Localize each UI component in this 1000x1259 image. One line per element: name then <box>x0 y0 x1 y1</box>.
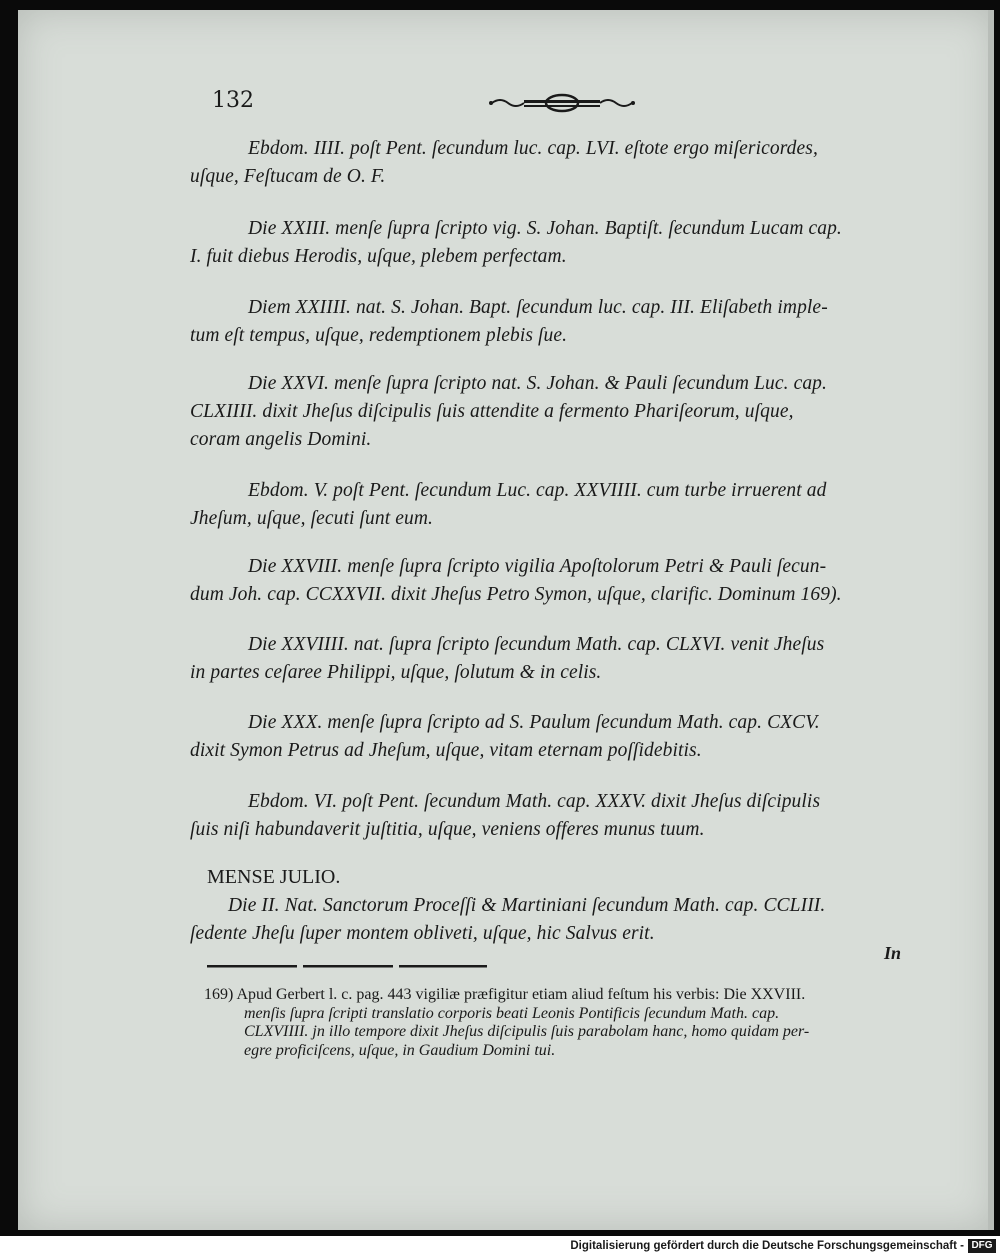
entry-line: Die XXVIII. menſe ſupra ſcripto vigilia Apoſtolorum Petri & Pauli ſecun- <box>248 556 827 577</box>
entry-line: coram angelis Domini. <box>190 429 372 450</box>
dfg-logo: DFG <box>968 1239 996 1253</box>
calendar-entry <box>190 477 930 533</box>
ornament-icon <box>488 92 636 114</box>
entry-line: ſuis niſi habundaverit juſtitia, uſque, veniens offeres munus tuum. <box>190 819 705 840</box>
footnote-line: CLXVIIII. jn illo tempore dixit Jheſus diſcipulis ſuis parabolam hanc, homo quidam per- <box>244 1023 810 1040</box>
page-edge <box>988 10 994 1230</box>
entry-line: CLXIIII. dixit Jheſus diſcipulis ſuis attendite a fermento Phariſeorum, uſque, <box>190 401 794 422</box>
calendar-entry <box>190 215 930 271</box>
entry-line: dixit Symon Petrus ad Jheſum, uſque, vitam eternam poſſidebitis. <box>190 740 702 761</box>
calendar-entry <box>190 370 930 454</box>
entry-line: Die XXIII. menſe ſupra ſcripto vig. S. Johan. Baptiſt. ſecundum Lucam cap. <box>248 218 842 239</box>
calendar-entry <box>190 553 930 609</box>
entry-line: uſque, Feſtucam de O. F. <box>190 166 386 187</box>
entry-line: Jheſum, uſque, ſecuti ſunt eum. <box>190 508 433 529</box>
entry-line: tum eſt tempus, uſque, redemptionem plebis ſue. <box>190 325 568 346</box>
page-number: 132 <box>212 88 254 113</box>
footnote <box>204 986 934 1060</box>
calendar-entry <box>190 294 930 350</box>
entry-line: Die XXVI. menſe ſupra ſcripto nat. S. Johan. & Pauli ſecundum Luc. cap. <box>248 373 827 394</box>
calendar-entry-july <box>190 892 930 948</box>
calendar-entry <box>190 788 930 844</box>
entry-line: Ebdom. V. poſt Pent. ſecundum Luc. cap. XXVIIII. cum turbe irruerent ad <box>248 480 827 501</box>
entry-line: Die XXVIIII. nat. ſupra ſcripto ſecundum Math. cap. CLXVI. venit Jheſus <box>248 634 825 655</box>
digitization-footer <box>0 1236 1000 1259</box>
entry-line: Die XXX. menſe ſupra ſcripto ad S. Paulum ſecundum Math. cap. CXCV. <box>248 712 820 733</box>
footnote-rule <box>207 964 487 969</box>
footnote-line: 169) Apud Gerbert l. c. pag. 443 vigiliæ præfigitur etiam aliud feſtum his verbis: Die XXVIII. <box>204 986 806 1003</box>
entry-line: Ebdom. IIII. poſt Pent. ſecundum luc. cap. LVI. eſtote ergo miſericordes, <box>248 138 818 159</box>
entry-line: I. fuit diebus Herodis, uſque, plebem perfectam. <box>190 246 567 267</box>
calendar-entry <box>190 631 930 687</box>
footer-credit: Digitalisierung gefördert durch die Deutsche Forschungsgemeinschaft - <box>570 1240 964 1252</box>
footnote-line: egre proficiſcens, uſque, in Gaudium Domini tui. <box>244 1041 556 1059</box>
calendar-entry <box>190 135 930 191</box>
entry-line: dum Joh. cap. CCXXVII. dixit Jheſus Petro Symon, uſque, clarific. Dominum 169). <box>190 584 842 605</box>
catchword: In <box>884 943 902 963</box>
entry-line: ſedente Jheſu ſuper montem obliveti, uſque, hic Salvus erit. <box>190 923 655 944</box>
entry-line: in partes ceſaree Philippi, uſque, ſolutum & in celis. <box>190 662 602 683</box>
entry-line: Ebdom. VI. poſt Pent. ſecundum Math. cap. XXXV. dixit Jheſus diſcipulis <box>248 791 821 812</box>
entry-line: Diem XXIIII. nat. S. Johan. Bapt. ſecundum luc. cap. III. Eliſabeth imple- <box>248 297 828 318</box>
footnote-line: menſis ſupra ſcripti translatio corporis beati Leonis Pontificis ſecundum Math. cap. <box>244 1004 780 1022</box>
entry-line: Die II. Nat. Sanctorum Proceſſi & Martiniani ſecundum Math. cap. CCLIII. <box>228 895 826 916</box>
month-heading: MENSE JULIO. <box>207 866 341 888</box>
calendar-entry <box>190 709 930 765</box>
